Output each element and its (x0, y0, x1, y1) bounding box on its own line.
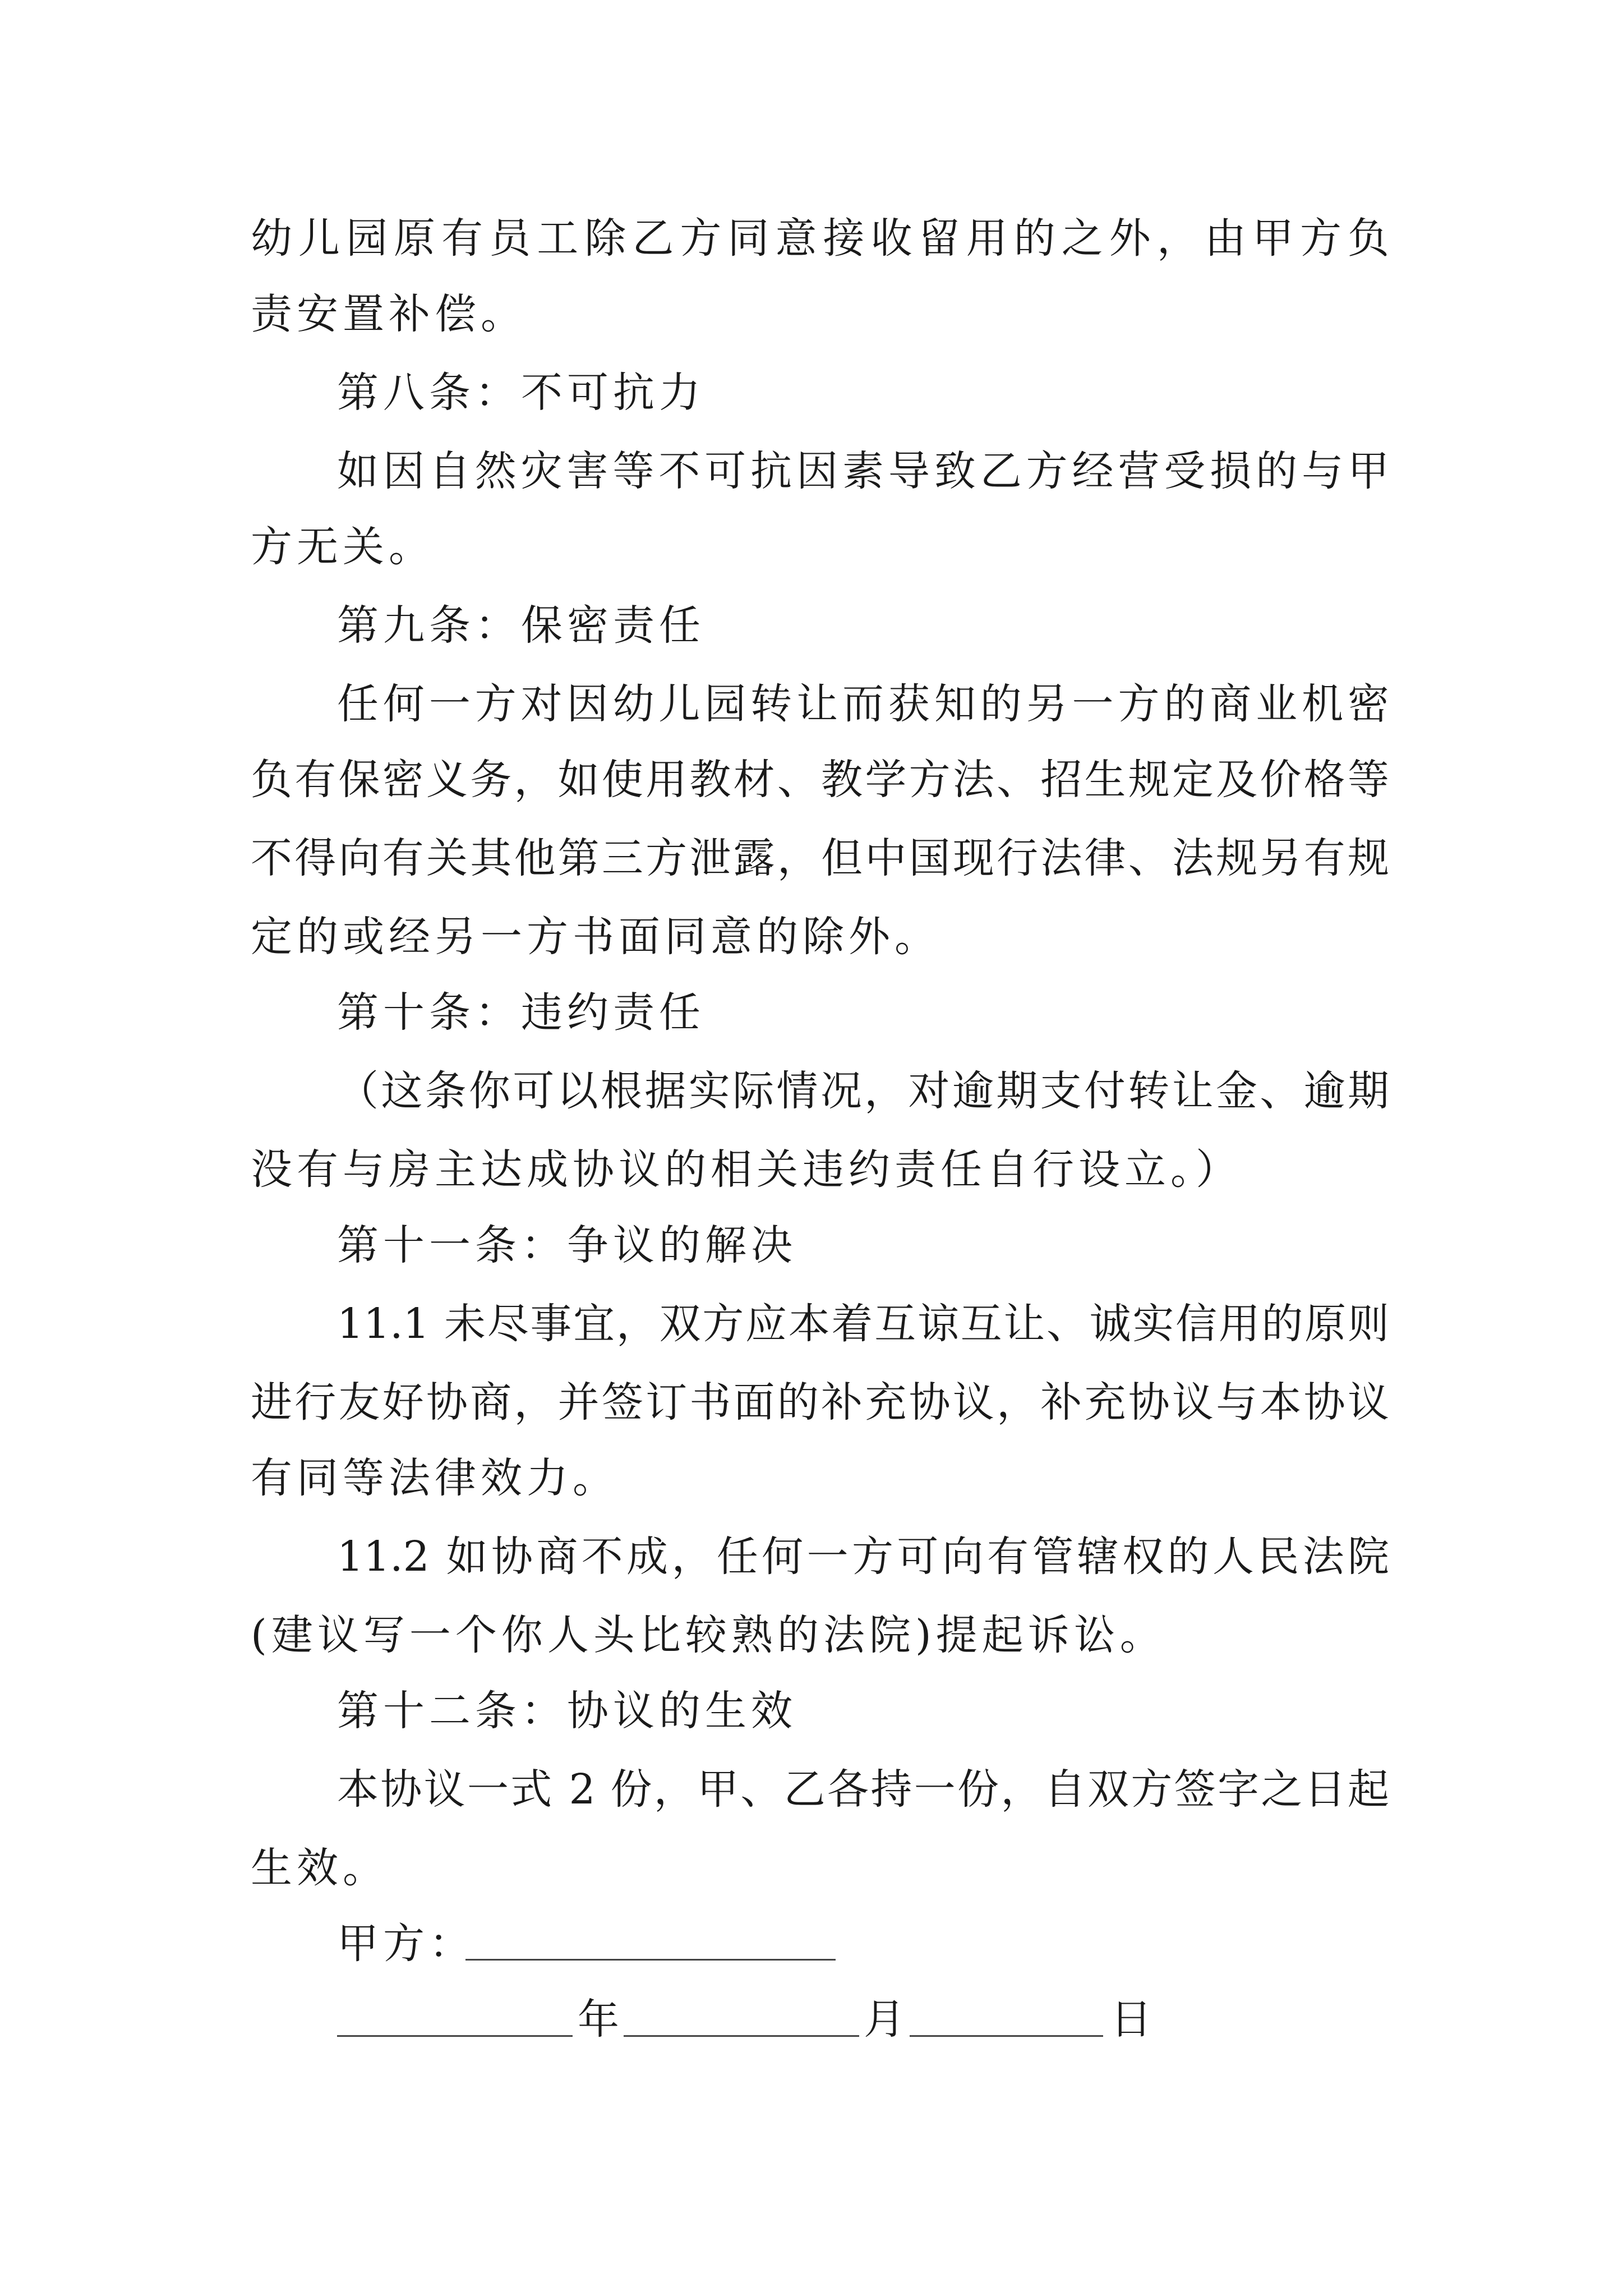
paragraph-line: 责安置补偿。 (251, 290, 527, 338)
paragraph-line: （这条你可以根据实际情况，对逾期支付转让金、逾期 (337, 1067, 1389, 1115)
paragraph-line: 负有保密义务，如使用教材、教学方法、招生规定及价格等 (251, 756, 1389, 804)
party-a-label: 甲方： (337, 1920, 475, 1968)
paragraph-line: 11.2 如协商不成，任何一方可向有管辖权的人民法院 (337, 1533, 1389, 1581)
day-label: 日 (1110, 1995, 1152, 2044)
month-label: 月 (864, 1995, 905, 2044)
paragraph-line: 定的或经另一方书面同意的除外。 (251, 913, 940, 961)
paragraph-line: 任何一方对因幼儿园转让而获知的另一方的商业机密 (337, 680, 1389, 728)
paragraph-line: 进行友好协商，并签订书面的补充协议，补充协议与本协议 (251, 1378, 1389, 1427)
section-heading-article-8: 第八条：不可抗力 (337, 369, 705, 417)
year-label: 年 (578, 1995, 619, 2044)
paragraph-line: (建议写一个你人头比较熟的法院)提起诉讼。 (251, 1611, 1166, 1659)
section-heading-article-9: 第九条：保密责任 (337, 601, 705, 650)
paragraph-line: 如因自然灾害等不可抗因素导致乙方经营受损的与甲 (337, 447, 1389, 495)
section-heading-article-10: 第十条：违约责任 (337, 988, 705, 1037)
paragraph-line: 没有与房主达成协议的相关违约责任自行设立。） (251, 1145, 1242, 1194)
paragraph-line: 幼儿园原有员工除乙方同意接收留用的之外，由甲方负 (251, 214, 1389, 263)
section-heading-article-12: 第十二条：协议的生效 (337, 1687, 797, 1735)
paragraph-line: 生效。 (251, 1844, 389, 1892)
paragraph-line: 有同等法律效力。 (251, 1454, 619, 1502)
day-blank-line (910, 2035, 1103, 2037)
paragraph-line: 本协议一式 2 份，甲、乙各持一份，自双方签字之日起 (337, 1765, 1389, 1814)
paragraph-line: 不得向有关其他第三方泄露，但中国现行法律、法规另有规 (251, 834, 1389, 882)
section-heading-article-11: 第十一条：争议的解决 (337, 1221, 797, 1269)
paragraph-line: 11.1 未尽事宜，双方应本着互谅互让、诚实信用的原则 (337, 1300, 1389, 1348)
paragraph-line: 方无关。 (251, 523, 435, 571)
party-a-signature-line (465, 1959, 836, 1961)
month-blank-line (624, 2035, 859, 2037)
year-blank-line (337, 2035, 573, 2037)
